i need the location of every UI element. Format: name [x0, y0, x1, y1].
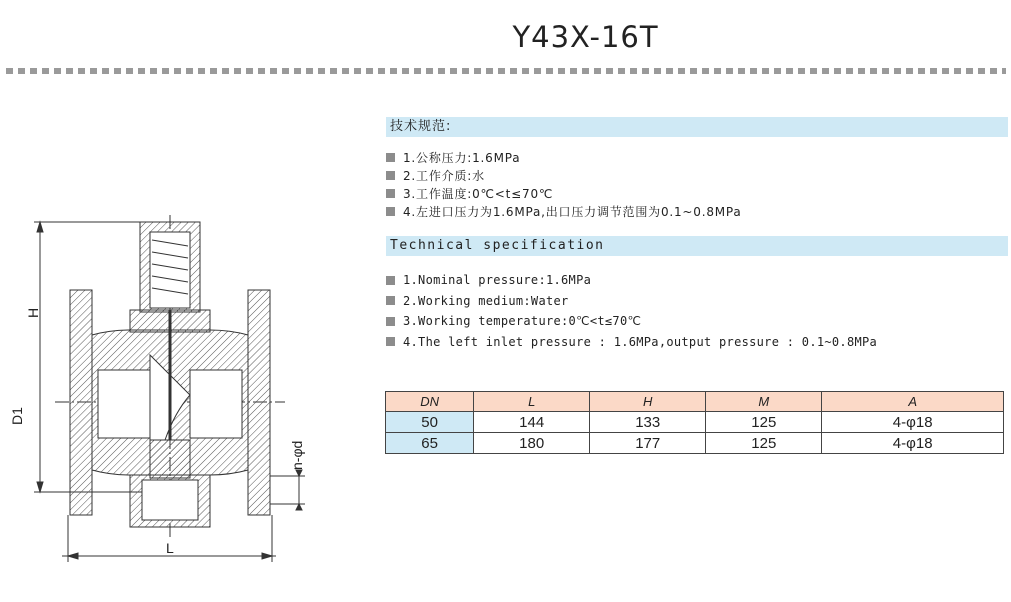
table-cell: 4-φ18	[822, 412, 1004, 433]
spec-item-text: 1.Nominal pressure:1.6MPa	[403, 273, 592, 288]
table-cell: 125	[706, 412, 822, 433]
spec-item-text: 2.工作介质:水	[403, 168, 485, 183]
spec-item-text: 1.公称压力:1.6MPa	[403, 150, 521, 165]
bullet-square-icon	[386, 153, 395, 162]
table-cell-dn: 65	[386, 433, 474, 454]
dashed-divider	[6, 68, 1006, 74]
spec-item-text: 4.The left inlet pressure : 1.6MPa,output pressure : 0.1~0.8MPa	[403, 334, 878, 349]
bullet-square-icon	[386, 171, 395, 180]
spec-list-en	[386, 270, 877, 352]
table-cell: 4-φ18	[822, 433, 1004, 454]
label-l: L	[166, 540, 174, 556]
page-title-wrap	[0, 20, 1011, 54]
spec-item-text: 3.工作温度:0℃<t≤70℃	[403, 186, 554, 201]
table-header-cell: A	[822, 392, 1004, 412]
valve-drawing	[0, 195, 320, 575]
table-header-cell: DN	[386, 392, 474, 412]
table-row	[386, 412, 1004, 433]
spec-item-text: 2.Working medium:Water	[403, 293, 569, 308]
table-cell: 133	[590, 412, 706, 433]
table-cell-dn: 50	[386, 412, 474, 433]
table-header-cell: L	[474, 392, 590, 412]
bullet-square-icon	[386, 337, 395, 346]
page-title: Y43X-16T	[512, 20, 659, 54]
bullet-square-icon	[386, 276, 395, 285]
bullet-square-icon	[386, 189, 395, 198]
label-d1: D1	[9, 407, 25, 425]
table-header-row	[386, 392, 1004, 412]
spec-item	[386, 332, 877, 353]
table-cell: 177	[590, 433, 706, 454]
dimension-table	[385, 391, 1004, 454]
spec-item	[386, 270, 877, 291]
spec-item	[386, 148, 742, 166]
table-cell: 180	[474, 433, 590, 454]
bullet-square-icon	[386, 317, 395, 326]
spec-item	[386, 166, 742, 184]
bullet-square-icon	[386, 296, 395, 305]
section-heading-en: Technical specification	[386, 236, 1008, 256]
table-row	[386, 433, 1004, 454]
table-header-cell: M	[706, 392, 822, 412]
section-heading-zh: 技术规范:	[386, 117, 1008, 137]
spec-item	[386, 184, 742, 202]
table-cell: 144	[474, 412, 590, 433]
spec-item-text: 3.Working temperature:0℃<t≤70℃	[403, 314, 642, 329]
spec-item	[386, 202, 742, 220]
table-cell: 125	[706, 433, 822, 454]
spec-item	[386, 311, 877, 332]
spec-list-zh	[386, 148, 742, 220]
spec-item	[386, 291, 877, 312]
spec-item-text: 4.左进口压力为1.6MPa,出口压力调节范围为0.1~0.8MPa	[403, 204, 742, 219]
table-header-cell: H	[590, 392, 706, 412]
label-h: H	[25, 307, 41, 318]
bullet-square-icon	[386, 207, 395, 216]
label-nd: n-φd	[289, 440, 305, 470]
